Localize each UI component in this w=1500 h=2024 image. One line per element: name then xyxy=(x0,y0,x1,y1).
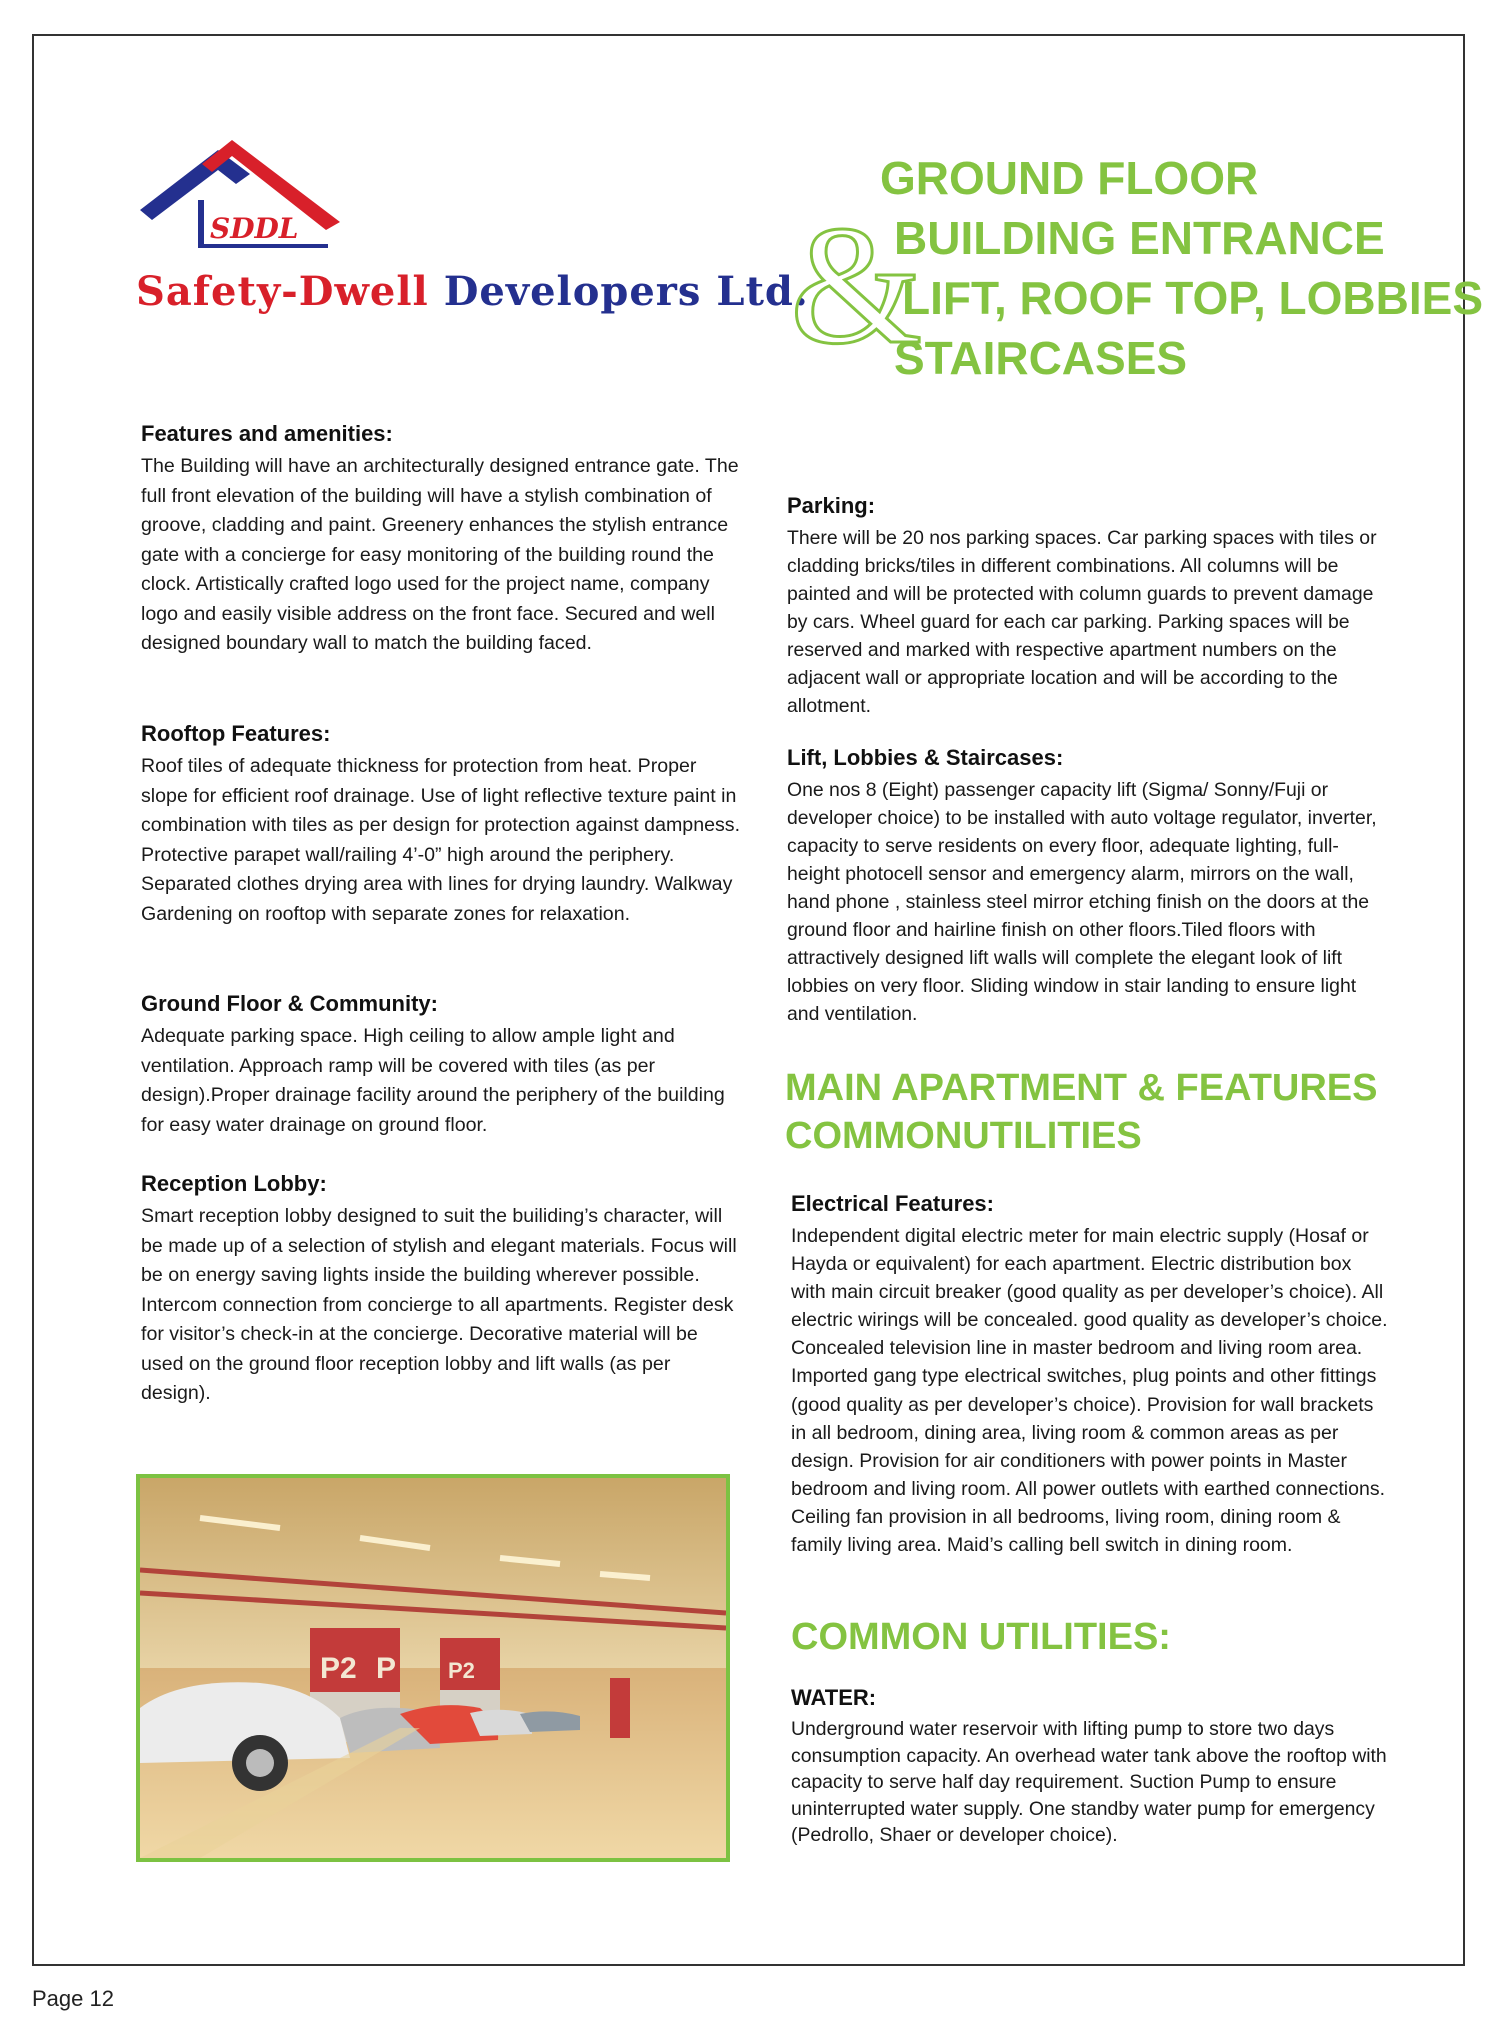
electrical-section xyxy=(791,1190,1391,1559)
section-body: The Building will have an architecturally designed entrance gate. The full front elevation of the building will have a stylish combination of groove, cladding and paint. Greenery enhances the stylish entrance gate with a concierge for easy monitoring of the building round the clock. Artistically crafted logo used for the project name, company logo and easily visible address on the front face. Secured and well designed boundary wall to match the building faced. xyxy=(141,455,739,654)
hero-line-1: GROUND FLOOR xyxy=(880,152,1259,204)
sign-p: P xyxy=(376,1652,397,1685)
section-body: Independent digital electric meter for main electric supply (Hosaf or Hayda or equivalent) for each apartment. Electric distribution box with main circuit breaker (good quality as per developer’s choice). All electric wirings will be concealed. good quality as developer’s choice. Concealed television line in master bedroom and living room area. Imported gang type electrical switches, plug points and other fittings (good quality as per developer’s choice). Provision for wall brackets in all bedroom, dining area, living room & common areas as per design. Provision for air conditioners with power points in Master bedroom and living room. All power outlets with earthed connections. Ceiling fan provision in all bedrooms, living room, dining room & family living area. Maid’s calling bell switch in dining room. xyxy=(791,1225,1388,1557)
ground-floor-section xyxy=(141,990,741,1140)
company-name-part1: Safety-Dwell xyxy=(136,268,429,315)
section-body: Underground water reservoir with lifting pump to store two days consumption capacity. An overhead water tank above the rooftop with capacity to serve half day requirement. Suction Pump to ensure uninterrupted water supply. One standby water pump for emergency (Pedrollo, Shaer or developer choice). xyxy=(791,1718,1387,1846)
hero-line-4: STAIRCASES xyxy=(894,332,1188,384)
section-body: One nos 8 (Eight) passenger capacity lift (Sigma/ Sonny/Fuji or developer choice) to be installed with auto voltage regulator, inverter, capacity to serve residents on every floor, adequate lighting, full-height photocell sensor and emergency alarm, mirrors on the wall, hand phone , stainless steel mirror etching finish on the doors at the ground floor and hairline finish on other floors.Tiled floors with attractively designed lift walls will complete the elegant look of lift lobbies on very floor. Sliding window in stair landing to ensure light and ventilation. xyxy=(787,779,1377,1025)
page-number: Page 12 xyxy=(32,1986,114,2011)
reception-section xyxy=(141,1170,741,1409)
lift-section xyxy=(787,744,1387,1028)
main-apartment-heading xyxy=(785,1064,1378,1160)
parking-section xyxy=(787,492,1387,720)
ampersand-graphic: & xyxy=(790,191,923,379)
section-title: WATER: xyxy=(791,1685,877,1710)
common-utilities-heading: COMMON UTILITIES: xyxy=(791,1616,1171,1658)
sign-p2-small: P2 xyxy=(448,1658,475,1683)
section-body: Roof tiles of adequate thickness for protection from heat. Proper slope for efficient roof drainage. Use of light reflective texture paint in combination with tiles as per design for protection against dampness. Protective parapet wall/railing 4’-0” high around the periphery. Separated clothes drying area with lines for drying laundry. Walkway Gardening on rooftop with separate zones for relaxation. xyxy=(141,755,741,925)
rooftop-section xyxy=(141,720,741,929)
main-heading-line-2: COMMONUTILITIES xyxy=(785,1115,1142,1157)
hero-line-3: LIFT, ROOF TOP, LOBBIES xyxy=(902,272,1484,324)
section-title: Ground Floor & Community: xyxy=(141,991,438,1016)
company-name-part2: Developers Ltd. xyxy=(443,268,809,315)
hero-title xyxy=(880,148,1484,388)
section-body: Smart reception lobby designed to suit the builiding’s character, will be made up of a selection of stylish and elegant materials. Focus will be on energy saving lights inside the building wherever possible. Intercom connection from concierge to all apartments. Register desk for visitor’s check-in at the concierge. Decorative material will be used on the ground floor reception lobby and lift walls (as per design). xyxy=(141,1205,737,1404)
section-title: Rooftop Features: xyxy=(141,721,331,746)
section-title: Features and amenities: xyxy=(141,421,393,446)
section-body: There will be 20 nos parking spaces. Car parking spaces with tiles or cladding bricks/tiles in different combinations. All columns will be painted and will be protected with column guards to prevent damage by cars. Wheel guard for each car parking. Parking spaces will be reserved and marked with respective apartment numbers on the adjacent wall or appropriate location and will be according to the allotment. xyxy=(787,527,1377,717)
section-title: Electrical Features: xyxy=(791,1191,994,1216)
section-title: Parking: xyxy=(787,493,876,518)
section-body: Adequate parking space. High ceiling to allow ample light and ventilation. Approach ramp will be covered with tiles (as per design).Proper drainage facility around the periphery of the building for easy water drainage on ground floor. xyxy=(141,1025,725,1136)
section-title: Lift, Lobbies & Staircases: xyxy=(787,745,1064,770)
logo-initials: SDDL xyxy=(210,212,299,245)
water-section xyxy=(791,1684,1391,1849)
features-section xyxy=(141,420,741,659)
main-heading-line-1: MAIN APARTMENT & FEATURES xyxy=(785,1067,1378,1109)
company-name xyxy=(136,268,809,315)
section-title: Reception Lobby: xyxy=(141,1171,327,1196)
sign-p2: P2 xyxy=(320,1652,357,1685)
house-roof-icon xyxy=(140,140,360,255)
parking-photo xyxy=(136,1474,730,1862)
hero-line-2: BUILDING ENTRANCE xyxy=(894,212,1385,264)
company-logo xyxy=(136,140,809,340)
